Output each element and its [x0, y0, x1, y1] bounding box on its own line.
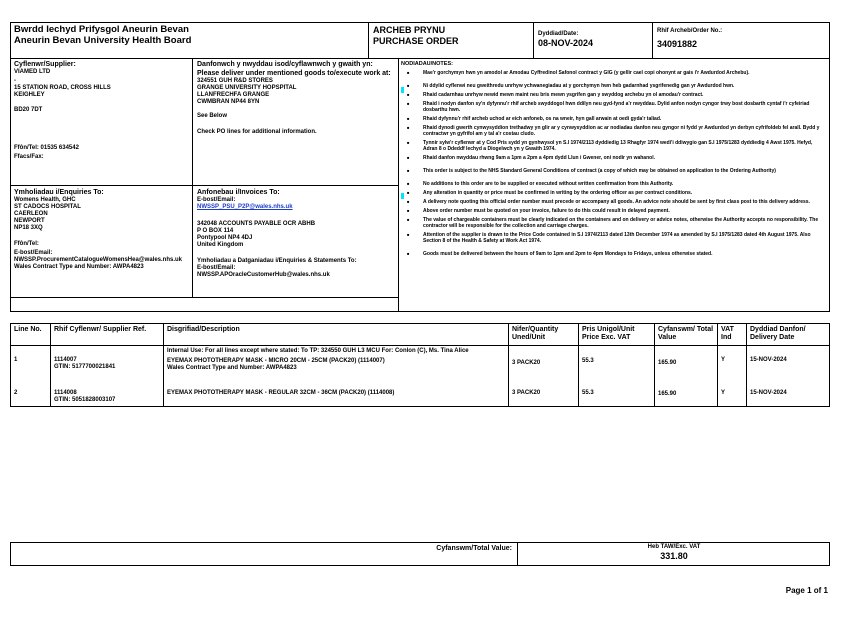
- note-item: ■ Tynnir sylw'r cyflenwr at y Cod Pris sydd yn gynhwysol yn S.I 1974/2113 dyddiedig 13 Rhagfyr 1974 wedi'i ddiwygio gan S.I 1975/1283 dyddiedig 4 Awst 1975. Hefyd, Adran 8 o Ddeddf Iechyd a Diogelwch yn y Gwaith 1974.: [401, 140, 827, 152]
- table-row: [11, 346, 830, 382]
- order-number: [652, 22, 726, 59]
- see-below: See Below: [197, 113, 228, 119]
- line-total: 165.90: [655, 382, 718, 407]
- document-title: [368, 22, 463, 59]
- enquiries-line: CAERLEON: [14, 211, 48, 217]
- col-supplier-ref: Rhif Cyflenwr/ Supplier Ref.: [51, 324, 164, 346]
- supplier-label: Cyflenwr/Supplier:: [14, 61, 76, 68]
- note-item: ■ Rhaid dyfynnu'r rhif archeb uchod ar eich anfoneb, os na wneir, hyn gall arwain at oedi gyda'r taliad.: [401, 116, 827, 122]
- delivery-line: 324551 GUH R&D STORES: [197, 78, 273, 84]
- wales-contract: Wales Contract Type and Number: AWPA4823: [14, 264, 144, 270]
- line-items-table: [10, 323, 830, 407]
- invoices-email-label: E-bost/Email:: [197, 197, 236, 203]
- divider: [10, 185, 398, 186]
- delivery-line: LLANFRECHFA GRANGE: [197, 92, 270, 98]
- total-value-label: Cyfanswm/Total Value:: [436, 545, 512, 552]
- enquiries-email-label: E-bost/Email:: [14, 250, 53, 256]
- note-item: ■ This order is subject to the NHS Standard General Conditions of contract (a copy of which may be obtained on application to the Ordering Authority): [401, 168, 827, 174]
- page-number: Page 1 of 1: [785, 586, 828, 595]
- note-item: ■ A delivery note quoting this official order number must precede or accompany all goods. An advice note should be sent by first class post to this delivery address.: [401, 199, 827, 205]
- title-english: PURCHASE ORDER: [373, 36, 459, 46]
- col-description: Disgrifiad/Description: [164, 324, 509, 346]
- total-value: [517, 542, 830, 566]
- col-quantity: Nifer/Quantity Uned/Unit: [509, 324, 579, 346]
- note-item: ■ Ni ddylid cyflenwi neu gweithredu unrhyw ychwanegiadau at y gorchymyn hwn heb gadarnhad ysgrifenedig gan yr Awdurdod hwn.: [401, 83, 827, 89]
- divider: [398, 58, 399, 312]
- col-vat: VAT Ind: [718, 324, 747, 346]
- table-row: [11, 382, 830, 407]
- divider: [10, 297, 398, 298]
- enquiries-line: Womens Health, GHC: [14, 197, 76, 203]
- gtin: GTIN: 5177700021841: [54, 364, 116, 370]
- date-label: Dyddiad/Date:: [538, 31, 579, 37]
- delivery-date: 15-NOV-2024: [747, 346, 830, 382]
- date-value: 08-NOV-2024: [538, 38, 594, 48]
- col-delivery-date: Dyddiad Danfon/ Delivery Date: [747, 324, 830, 346]
- supplier-dash: -: [14, 78, 16, 84]
- statements-email[interactable]: NWSSP.APOracleCustomerHub@wales.nhs.uk: [197, 272, 330, 278]
- order-number-label: Rhif Archeb/Order No.:: [657, 28, 723, 34]
- unit-price: 55.3: [579, 346, 655, 382]
- marker: [401, 193, 404, 199]
- vat-ind: Y: [718, 346, 747, 382]
- enquiries-email[interactable]: NWSSP.ProcurementCatalogueWomensHea@wales.nhs.uk: [14, 257, 183, 263]
- enquiries-section: [14, 189, 190, 271]
- title-welsh: ARCHEB PRYNU: [373, 25, 446, 35]
- item-contract: Wales Contract Type and Number: AWPA4823: [167, 365, 297, 371]
- note-item: ■ Rhaid dynodi gwerth cynwysyddion trethadwy yn glir ar y cynwysyddion ac ar nodiadau danfon neu gyngor ni fydd yr Awdurdod yn derbyn cyfrifoldeb fel arall. Bydd y contractwr yn gyfrifol am y tal a'r costau cludo.: [401, 125, 827, 137]
- enquiries-line: ST CADOCS HOSPITAL: [14, 204, 81, 210]
- org-name: [14, 24, 191, 46]
- note-item: ■ The value of chargeable containers must be clearly indicated on the containers and on delivery or advice notes, otherwise the Authority accepts no responsibility. The contractor will be responsible for the collection and carriage charges.: [401, 217, 827, 229]
- vat-ind: Y: [718, 382, 747, 407]
- invoices-section: [197, 189, 395, 279]
- line-no: 1: [11, 346, 51, 382]
- note-item: ■ Any alteration in quantity or price must be confirmed in writing by the ordering officer as per contract conditions.: [401, 190, 827, 196]
- statements-label: Ymholiadau a Datganiadau i/Enquiries & Statements To:: [197, 258, 357, 264]
- invoice-address-line: Pontypool NP4 4DJ: [197, 235, 253, 241]
- item-description: EYEMAX PHOTOTHERAPY MASK - MICRO 20CM - 25CM (PACK20) (1114007): [167, 358, 385, 364]
- enquiries-tel: Ffôn/Tel:: [14, 241, 39, 247]
- order-number-value: 34091882: [657, 39, 698, 49]
- quantity: 3 PACK20: [509, 346, 579, 382]
- internal-note: Internal Use: For all lines except where stated: To TP: 324550 GUH L3 MCU For: Conlon (C), Ms. Tina Alice: [167, 348, 469, 354]
- org-name-welsh: Bwrdd Iechyd Prifysgol Aneurin Bevan: [14, 24, 189, 35]
- supplier-tel: Ffôn/Tel: 01535 634542: [14, 145, 79, 151]
- invoice-address-line: P O BOX 114: [197, 228, 234, 234]
- notes-section: [401, 61, 827, 260]
- divider: [192, 58, 193, 297]
- enquiries-line: NP18 3XQ: [14, 225, 43, 231]
- note-item: ■ Rhaid danfon nwyddau rhwng 9am a 1pm a 2pm a 4pm dydd Llun i Gwener, oni nodir yn wahanol.: [401, 155, 827, 161]
- exc-vat-label: Heb TAW/Exc. VAT: [647, 544, 701, 550]
- note-item: ■ Rhaid cadarnhau unrhyw newid mewn maint neu bris mewn ysgrifen gan y swyddog archebu yn ol amodau'r contract.: [401, 92, 827, 98]
- col-unit-price: Pris Unigol/Unit Price Exc. VAT: [579, 324, 655, 346]
- note-item: ■ No additions to this order are to be supplied or executed without written confirmation from this Authority.: [401, 181, 827, 187]
- invoice-address-line: 342048 ACCOUNTS PAYABLE OCR ABHB: [197, 221, 316, 227]
- unit-price: 55.3: [579, 382, 655, 407]
- marker: [401, 87, 404, 93]
- notes-label: NODIADAU/NOTES:: [401, 61, 453, 67]
- supplier-address: 15 STATION ROAD, CROSS HILLS: [14, 85, 111, 91]
- supplier-town: KEIGHLEY: [14, 92, 45, 98]
- enquiries-line: NEWPORT: [14, 218, 45, 224]
- delivery-line: CWMBRAN NP44 8YN: [197, 99, 260, 105]
- note-item: ■ Mae'r gorchymyn hwn yn amodol ar Amodau Cyffredinol Safonol contract y GIG (y gellir cael copi ohonynt ar gais i'r Awdurdod Archebu).: [401, 70, 827, 76]
- line-no: 2: [11, 382, 51, 407]
- col-total: Cyfanswm/ Total Value: [655, 324, 718, 346]
- line-total: 165.90: [655, 346, 718, 382]
- delivery-date: 15-NOV-2024: [747, 382, 830, 407]
- delivery-line: GRANGE UNIVERSITY HOPSPITAL: [197, 85, 297, 91]
- supplier-name: VIAMED LTD: [14, 69, 51, 75]
- supplier-postcode: BD20 7DT: [14, 107, 43, 113]
- invoices-label: Anfonebau i/Invoices To:: [197, 189, 280, 196]
- item-description: EYEMAX PHOTOTHERAPY MASK - REGULAR 32CM - 36CM (PACK20) (1114008): [167, 389, 395, 396]
- supplier-ref: 1114008: [54, 389, 77, 396]
- gtin: GTIN: 5051828003107: [54, 396, 116, 403]
- enquiries-label: Ymholiadau i/Enquiries To:: [14, 189, 104, 196]
- total-amount: 331.80: [660, 551, 688, 561]
- statements-email-label: E-bost/Email:: [197, 265, 236, 271]
- note-item: ■ Rhaid i nodyn danfon sy'n dyfynnu'r rhif archeb swyddogol hwn ddilyn neu gyd-fynd a'r nwyddau. Dylid anfon nodyn cyngor trwy bost dosbarth cyntaf i'r cyfeiriad dosbarthu hwn.: [401, 101, 827, 113]
- org-name-english: Aneurin Bevan University Health Board: [14, 35, 192, 46]
- check-po-lines: Check PO lines for additional information.: [197, 129, 317, 135]
- note-item: ■ Above order number must be quoted on your invoice, failure to do this could result in delayed payment.: [401, 208, 827, 214]
- invoice-address-line: United Kingdom: [197, 242, 244, 248]
- quantity: 3 PACK20: [509, 382, 579, 407]
- note-item: ■ Goods must be delivered between the hours of 9am to 1pm and 2pm to 4pm Mondays to Fridays, unless otherwise stated.: [401, 251, 827, 257]
- note-item: ■ Attention of the supplier is drawn to the Price Code contained in S.I 1974/2113 dated 13th December 1974 as amended by S.I 1975/1283 dated 4th August 1975. Also Section 8 of the Health & Safety at Work Act 1974.: [401, 232, 827, 244]
- supplier-ref: 1114007: [54, 357, 77, 363]
- supplier-fax: Ffacs/Fax:: [14, 154, 44, 160]
- order-date: [533, 22, 652, 59]
- supplier-section: [14, 61, 190, 161]
- col-line-no: Line No.: [11, 324, 51, 346]
- delivery-label: Danfonwch y nwyddau isod/cyflawnwch y gwaith yn: Please deliver under mentioned goods to/execute work at:: [197, 61, 391, 77]
- invoices-email-link[interactable]: NWSSP_PSU_P2P@wales.nhs.uk: [197, 204, 293, 210]
- delivery-section: [197, 61, 395, 136]
